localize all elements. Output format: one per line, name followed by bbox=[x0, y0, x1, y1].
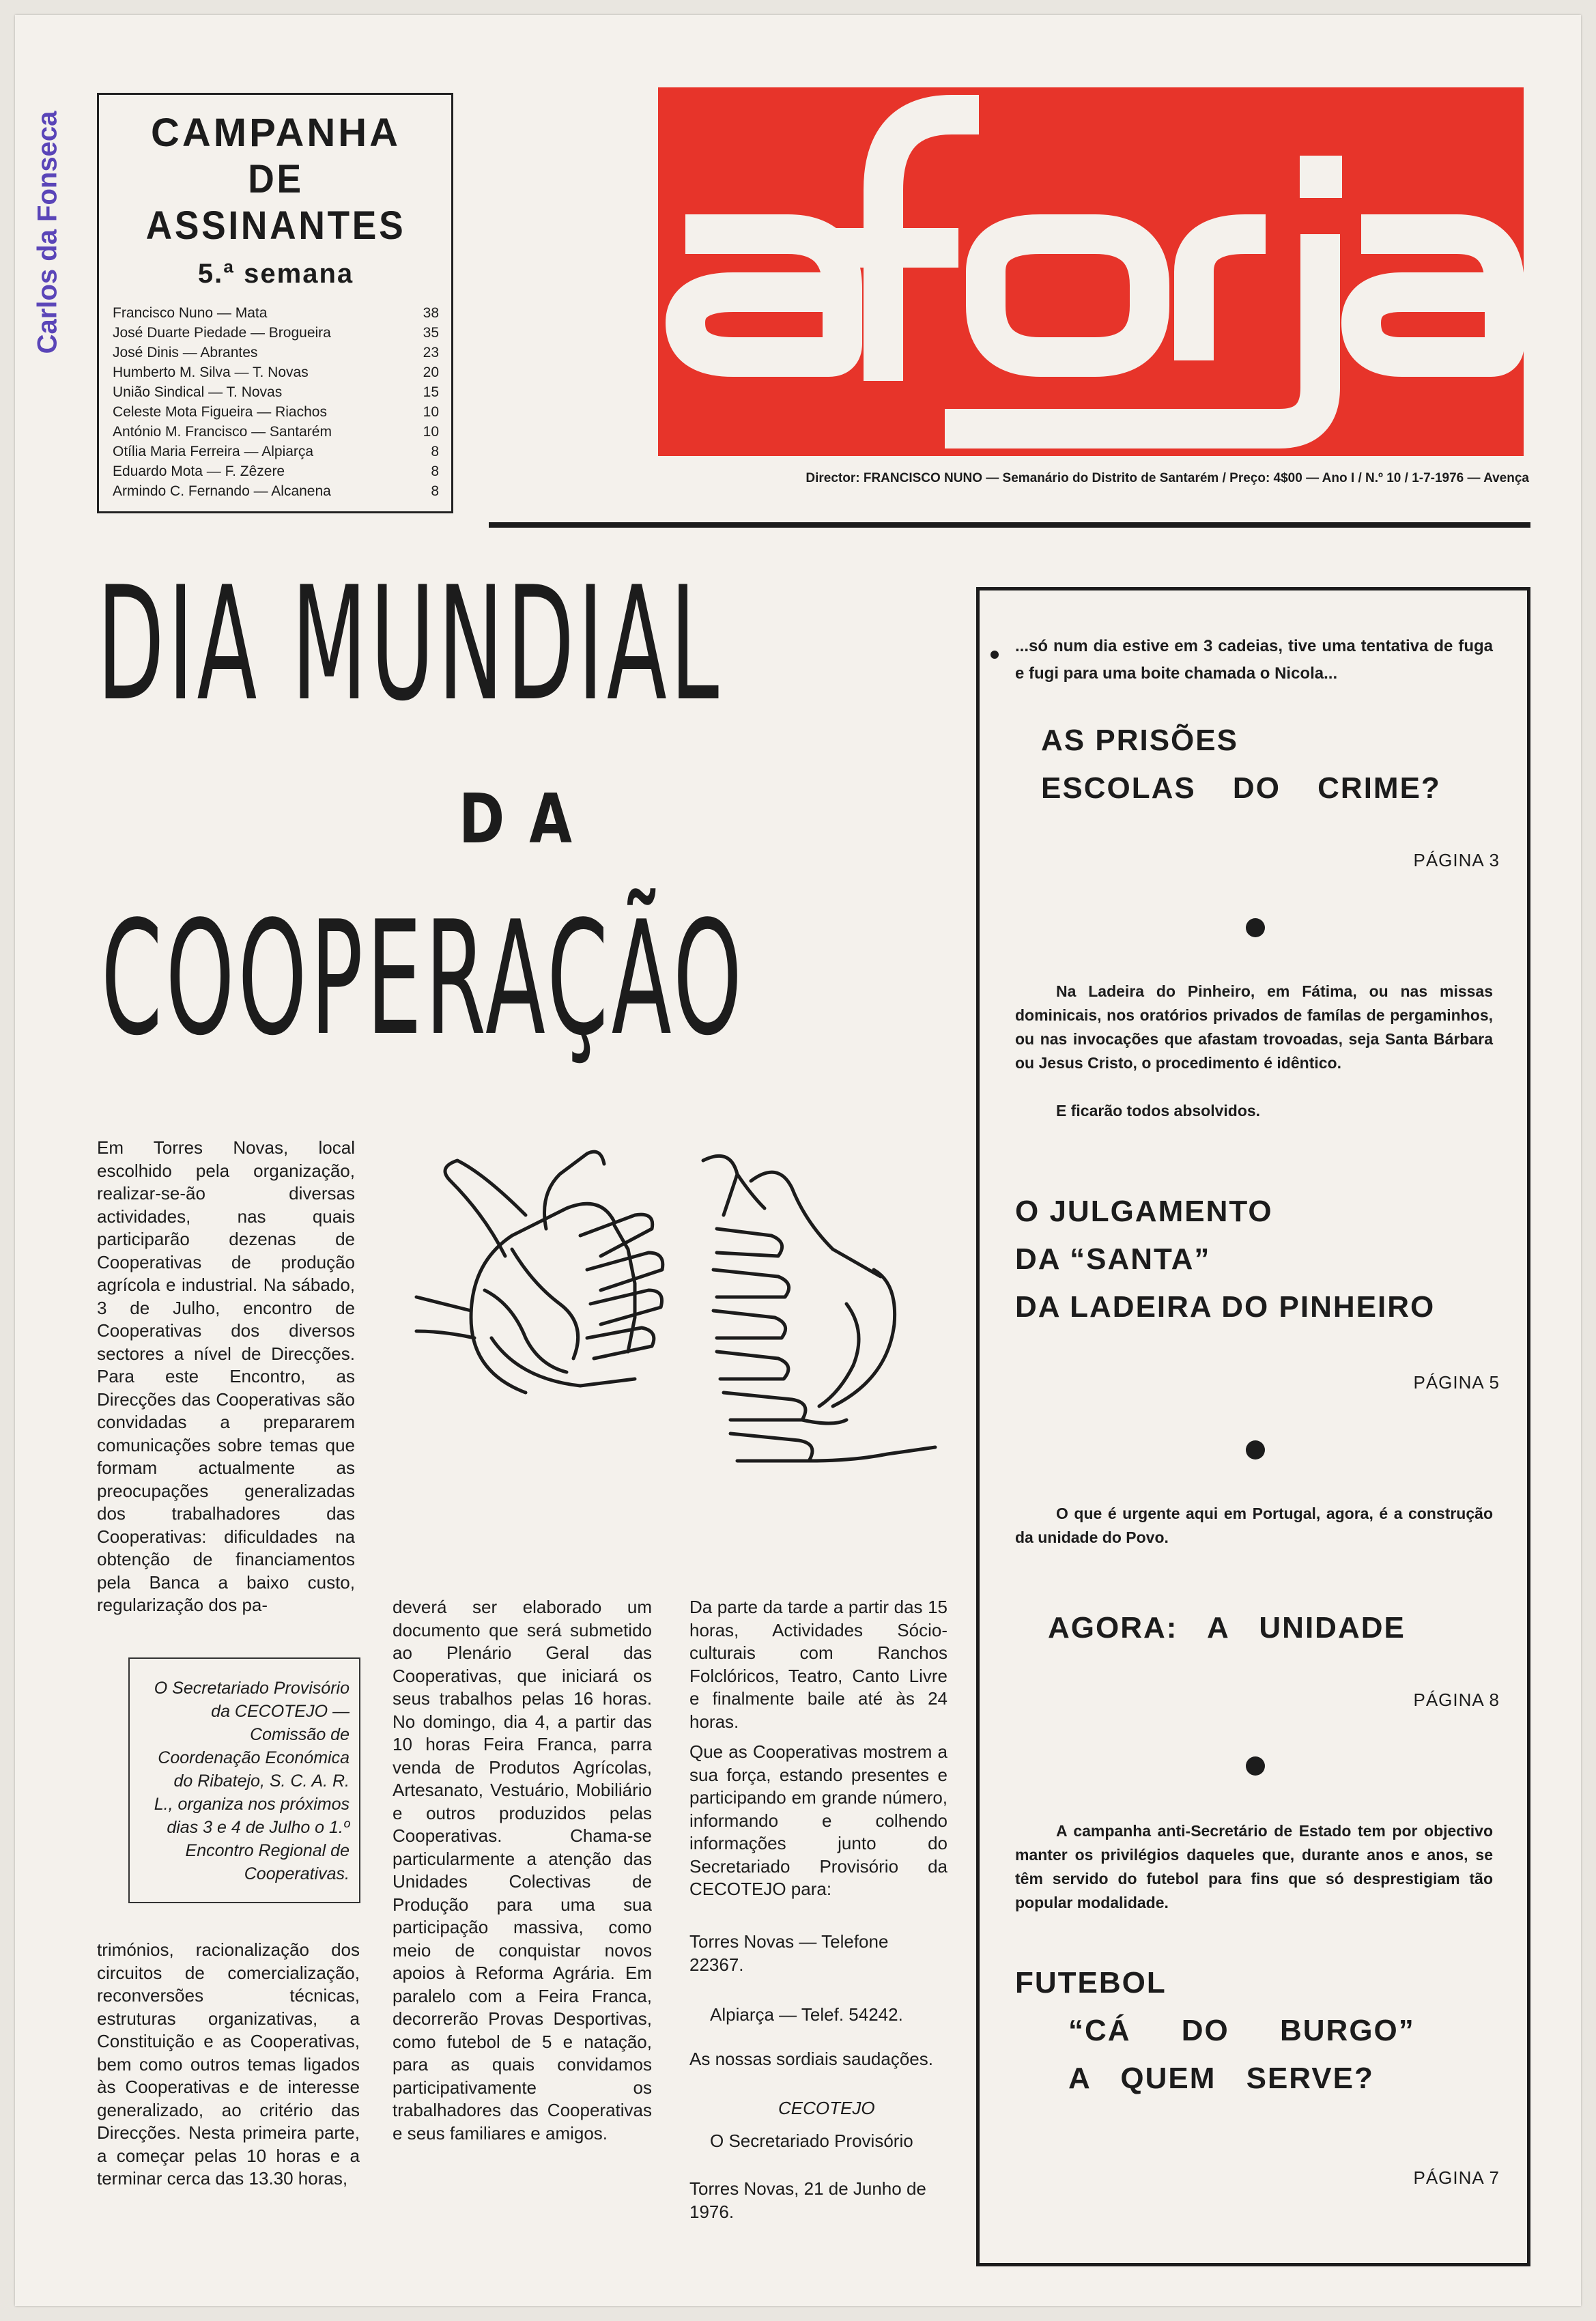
bullet-dot bbox=[1246, 1756, 1265, 1776]
campaign-row-count: 8 bbox=[431, 464, 439, 479]
bullet-dot bbox=[1246, 1440, 1265, 1459]
contact-torres-novas: Torres Novas — Telefone 22367. bbox=[689, 1931, 889, 1975]
campaign-row-count: 20 bbox=[423, 365, 439, 380]
summary-head4-line1: FUTEBOL bbox=[1015, 1966, 1167, 1999]
masthead-logo bbox=[658, 87, 1524, 456]
boxed-note bbox=[128, 1657, 360, 1903]
campaign-week: 5.ª semana bbox=[197, 259, 354, 289]
campaign-row bbox=[113, 481, 439, 501]
summary-text4: A campanha anti-Secretário de Estado tem por objectivo manter os privilégios daqueles que, durante anos e anos, se têm servido do futebol para fins que só desprestigiam tão popular modalidade. bbox=[1015, 1822, 1493, 1911]
clapping-hands-icon bbox=[410, 1133, 942, 1515]
campaign-row bbox=[113, 362, 439, 382]
summary-head2-line1: O JULGAMENTO bbox=[1015, 1195, 1273, 1228]
summary-head4-line2: “CÁ DO BURGO” bbox=[1068, 2014, 1415, 2047]
summary-head4-line3: A QUEM SERVE? bbox=[1068, 2062, 1374, 2095]
article-col3-p1: Da parte da tarde a partir das 15 horas, Actividades Sócio-culturais com Ranchos Folclóricos, Teatro, Canto Livre e finalmente baile até às 24 horas. bbox=[689, 1597, 947, 1732]
article-col1-bottom: trimónios, racionalização dos circuitos de comercialização, reconversões técnicas, estruturas organizativas, a Constituição e as Cooperativas, bem como outros temas ligados às Cooperativas e de interesse generalizado, ao critério das Direcções. Nesta primeira parte, a começar pelas 10 horas e a terminar cerca das 13.30 horas, bbox=[97, 1939, 360, 2189]
headline-line2: DA bbox=[459, 779, 597, 859]
summary-page-ref2: PÁGINA 5 bbox=[1413, 1372, 1500, 1393]
campaign-row bbox=[113, 343, 439, 362]
summary-page-ref3: PÁGINA 8 bbox=[1413, 1690, 1500, 1710]
campaign-row-name: José Dinis — Abrantes bbox=[113, 345, 258, 360]
summary-quote: ...só num dia estive em 3 cadeias, tive uma tentativa de fuga e fugi para uma boite chamada o Nicola... bbox=[1015, 637, 1493, 683]
campaign-row-name: Celeste Mota Figueira — Riachos bbox=[113, 404, 327, 420]
campaign-title-line1: CAMPANHA bbox=[150, 111, 401, 155]
campaign-list bbox=[113, 303, 439, 501]
summary-head2-line3: DA LADEIRA DO PINHEIRO bbox=[1015, 1290, 1436, 1324]
summary-head1-line1: AS PRISÕES bbox=[1041, 724, 1238, 757]
campaign-row bbox=[113, 461, 439, 481]
campaign-row-name: Francisco Nuno — Mata bbox=[113, 305, 268, 321]
contact-alpiarca: Alpiarça — Telef. 54242. bbox=[710, 2004, 903, 2025]
campaign-row-count: 8 bbox=[431, 444, 439, 459]
summary-head3: AGORA: A UNIDADE bbox=[1048, 1611, 1406, 1644]
summary-text2b: E ficarão todos absolvidos. bbox=[1056, 1102, 1261, 1120]
bullet-dot bbox=[991, 651, 999, 659]
article-col3-p2: Que as Cooperativas mostrem a sua força, estando presentes e participando em grande número, informando e colhendo informações junto do Secretariado Provisório da CECOTEJO para: bbox=[689, 1741, 947, 1899]
forja-logo-icon bbox=[658, 87, 1524, 456]
header-rule bbox=[489, 522, 1530, 528]
campaign-row bbox=[113, 303, 439, 323]
campaign-row-count: 8 bbox=[431, 483, 439, 499]
campaign-row-count: 15 bbox=[423, 384, 439, 400]
campaign-row-count: 35 bbox=[423, 325, 439, 341]
summary-head2-line2: DA “SANTA” bbox=[1015, 1242, 1211, 1276]
subscriber-campaign-box bbox=[97, 93, 453, 513]
summary-head1-line2: ESCOLAS DO CRIME? bbox=[1041, 771, 1441, 805]
campaign-row-name: União Sindical — T. Novas bbox=[113, 384, 283, 400]
masthead-info: Director: FRANCISCO NUNO — Semanário do Distrito de Santarém / Preço: 4$00 — Ano I / N.º 10 / 1-7-1976 — Avença bbox=[806, 471, 1529, 485]
campaign-row-name: Otília Maria Ferreira — Alpiarça bbox=[113, 444, 314, 459]
greeting: As nossas sordiais saudações. bbox=[689, 2049, 933, 2069]
campaign-row bbox=[113, 382, 439, 402]
campaign-row-count: 38 bbox=[423, 305, 439, 321]
boxed-note-text: O Secretariado Provisório da CECOTEJO — Comissão de Coordenação Económica do Ribatejo, S. C. A. R. L., organiza nos próximos dias 3 e 4 de Julho o 1.º Encontro Regional de Cooperativas. bbox=[154, 1679, 350, 1883]
signature-dept: O Secretariado Provisório bbox=[710, 2131, 913, 2151]
campaign-row-count: 10 bbox=[423, 424, 439, 440]
campaign-row-name: José Duarte Piedade — Brogueira bbox=[113, 325, 331, 341]
campaign-row-name: Eduardo Mota — F. Zêzere bbox=[113, 464, 285, 479]
bullet-dot bbox=[1246, 918, 1265, 937]
campaign-row-count: 10 bbox=[423, 404, 439, 420]
campaign-row-name: Humberto M. Silva — T. Novas bbox=[113, 365, 309, 380]
campaign-row bbox=[113, 323, 439, 343]
campaign-row-name: Armindo C. Fernando — Alcanena bbox=[113, 483, 331, 499]
summary-page-ref4: PÁGINA 7 bbox=[1413, 2167, 1500, 2188]
campaign-row bbox=[113, 442, 439, 461]
side-credit-text: Carlos da Fonseca bbox=[32, 111, 63, 354]
article-col1-top: Em Torres Novas, local escolhido pela organização, realizar-se-ão diversas actividades, nas quais participarão dezenas de Cooperativas de produção agrícola e industrial. Na sábado, 3 de Julho, encontro de Cooperativas dos diversos sectores a nível de Direcções. Para este Encontro, as Direcções das Cooperativas são convidadas a prepararem comunicações sobre temas que formam actualmente as preocupações generalizadas dos trabalhadores das Cooperativas: dificuldades na obtenção de financiamentos pela Banca a baixo custo, regularização dos pa- bbox=[97, 1137, 355, 1615]
summary-page-ref1: PÁGINA 3 bbox=[1413, 850, 1500, 870]
signature-date: Torres Novas, 21 de Junho de 1976. bbox=[689, 2178, 926, 2222]
summary-text3: O que é urgente aqui em Portugal, agora, é a construção da unidade do Povo. bbox=[1015, 1505, 1493, 1546]
article-col2: deverá ser elaborado um documento que será submetido ao Plenário Geral das Cooperativas, que iniciará os seus trabalhos pelas 16 horas. No domingo, dia 4, a partir das 10 horas Feira Franca, parra venda de Produtos Agrícolas, Artesanato, Vestuário, Mobiliário e outros produzidos pelas Cooperativas. Chama-se particularmente a atenção das Unidades Colectivas de Produção para uma sua participação massiva, como meio de conquistar novos apoios à Reforma Agrária. Em paralelo com a Feira Franca, decorrerão Provas Desportivas, como futebol de 5 e natação, para as quais convidamos participativamente os trabalhadores das Cooperativas e seus familiares e amigos. bbox=[393, 1597, 652, 2144]
signature-org: CECOTEJO bbox=[778, 2098, 875, 2118]
headline-line3: COOPERAÇÃO bbox=[101, 888, 745, 1070]
campaign-row-name: António M. Francisco — Santarém bbox=[113, 424, 332, 440]
summary-text2: Na Ladeira do Pinheiro, em Fátima, ou nas missas dominicais, nos oratórios privados de famílas de pergaminhos, ou nas invocações que afastam trovoadas, seja Santa Bárbara ou Jesus Cristo, o procedimento é idêntico. bbox=[1015, 982, 1493, 1072]
summary-box bbox=[976, 587, 1530, 2266]
campaign-row bbox=[113, 402, 439, 422]
campaign-row bbox=[113, 422, 439, 442]
side-credit bbox=[27, 41, 68, 423]
campaign-title-line2: DE ASSINANTES bbox=[145, 157, 406, 248]
headline-line1: DIA MUNDIAL bbox=[97, 554, 723, 736]
campaign-row-count: 23 bbox=[423, 345, 439, 360]
